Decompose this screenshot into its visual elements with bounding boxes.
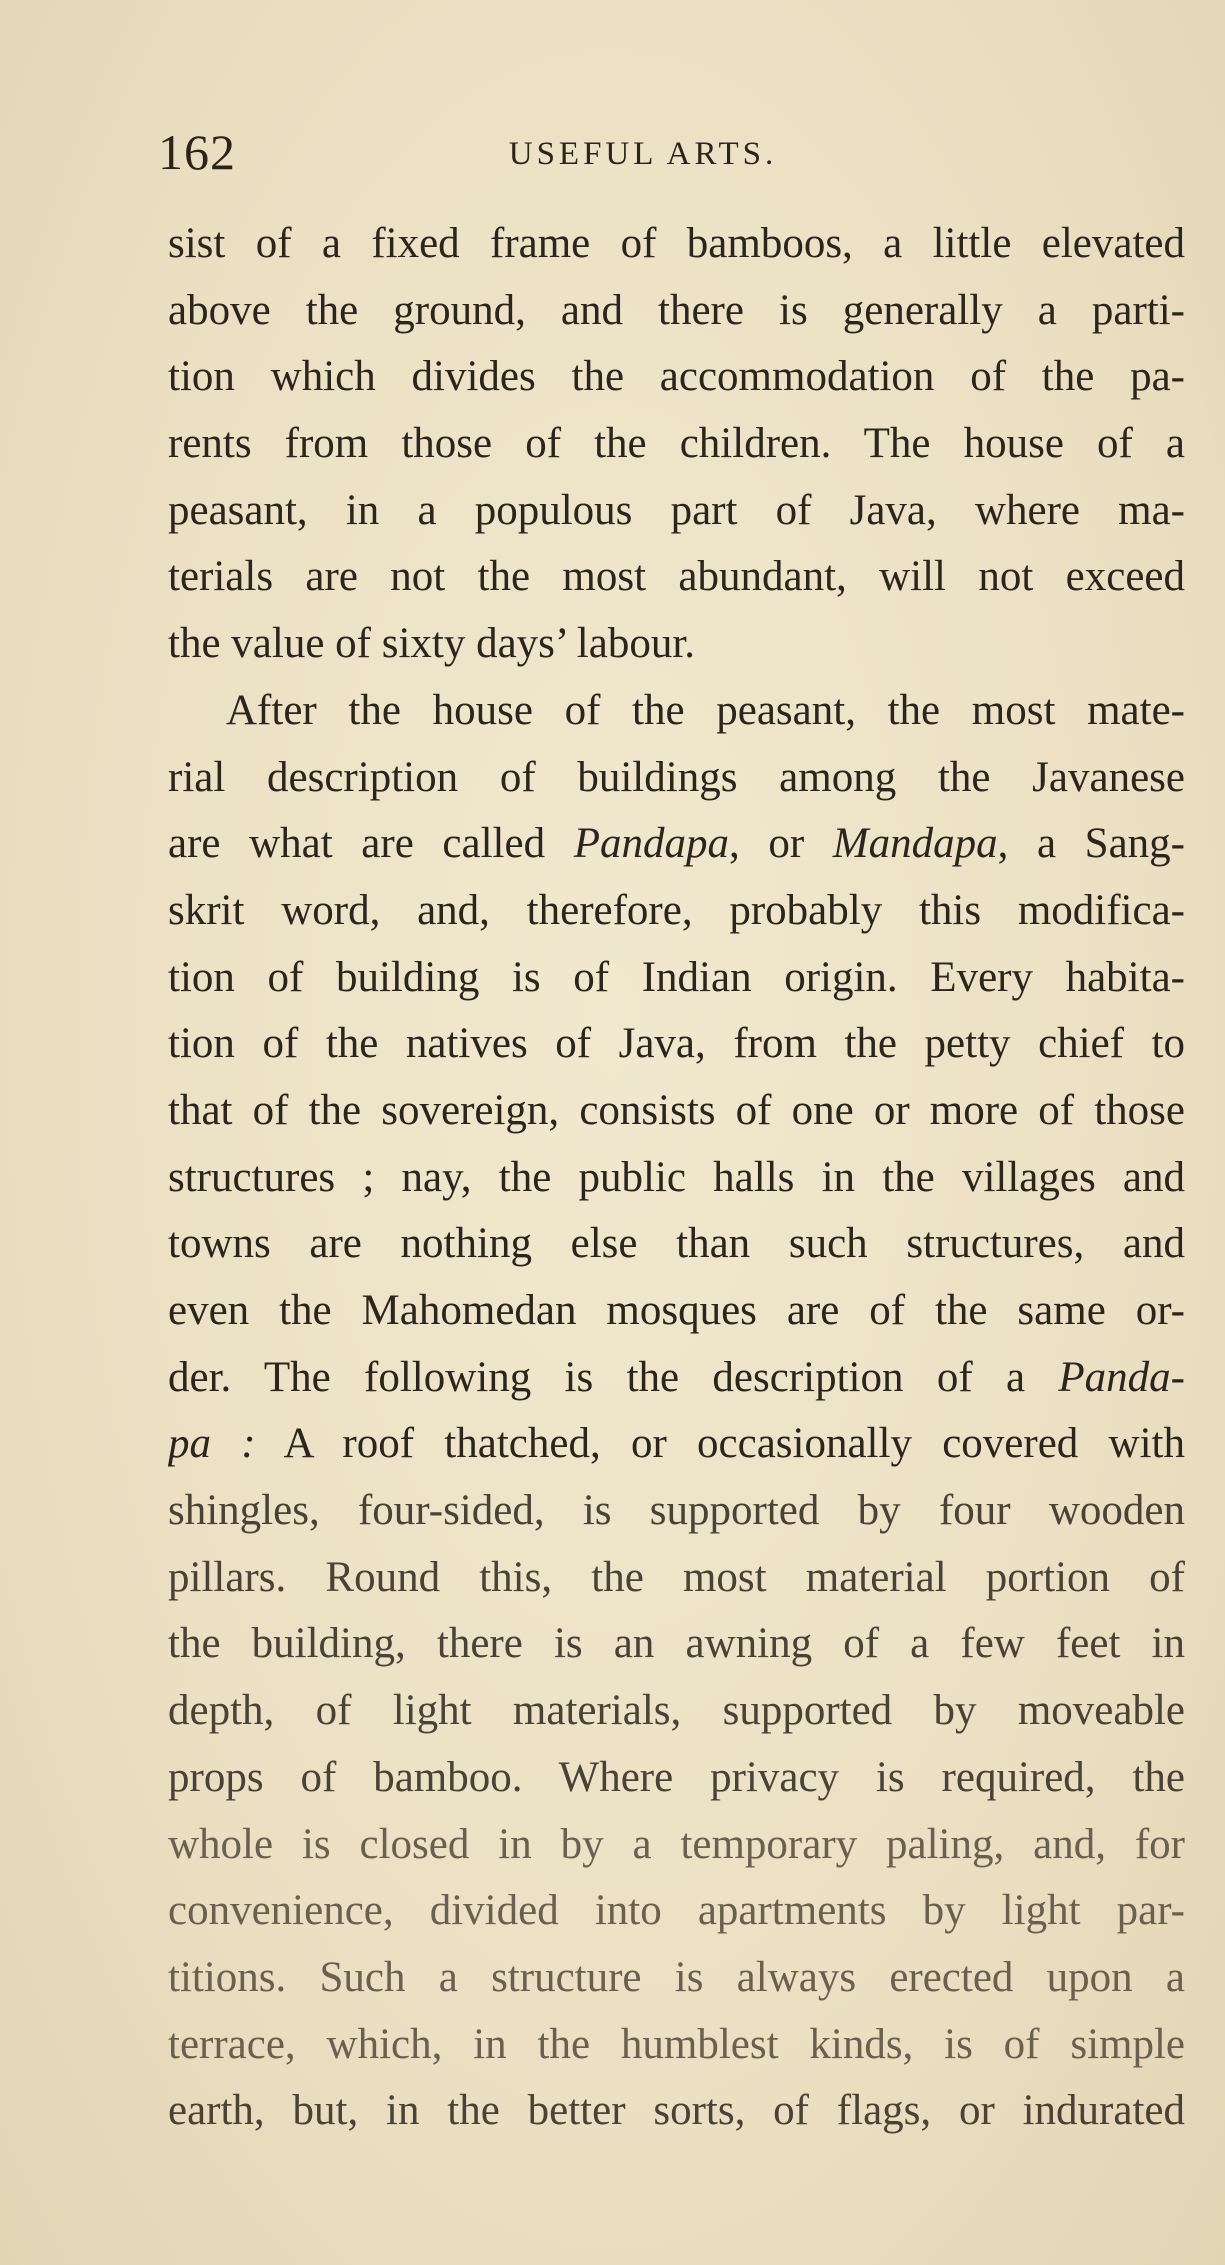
text-line: tion of the natives of Java, from the petty chief to: [168, 1020, 1185, 1068]
text-line: pa : A roof thatched, or occasionally covered with: [168, 1420, 1185, 1468]
text-line: even the Mahomedan mosques are of the same or-: [168, 1287, 1185, 1334]
body-text: [168, 211, 1185, 2145]
page-number: 162: [158, 124, 236, 180]
text-line: After the house of the peasant, the most mate-: [226, 686, 1185, 734]
text-line: tion which divides the accommodation of the pa-: [168, 353, 1185, 401]
italic-term: pa :: [168, 1420, 256, 1468]
text-line: terials are not the most abundant, will not exceed: [168, 553, 1185, 601]
text-line: convenience, divided into apartments by light par-: [168, 1887, 1185, 1935]
text-line: props of bamboo. Where privacy is required, the: [168, 1753, 1185, 1801]
text-line: structures ; nay, the public halls in the villages and: [168, 1153, 1185, 1201]
text-line: tion of building is of Indian origin. Every habita-: [168, 953, 1185, 1001]
text-line: rial description of buildings among the Javanese: [168, 753, 1185, 801]
text-line: titions. Such a structure is always erected upon a: [168, 1953, 1185, 2001]
italic-term: Pandapa: [573, 820, 729, 868]
text-line: whole is closed in by a temporary paling, and, for: [168, 1820, 1185, 1868]
text-line: pillars. Round this, the most material portion of: [168, 1553, 1185, 1601]
italic-term: Panda-: [1058, 1353, 1185, 1401]
text-line: above the ground, and there is generally a parti-: [168, 286, 1185, 334]
text-line: depth, of light materials, supported by moveable: [168, 1687, 1185, 1735]
text-line: the building, there is an awning of a few feet in: [168, 1620, 1185, 1668]
text-line: are what are called Pandapa, or Mandapa, a Sang-: [168, 820, 1185, 868]
text-line: peasant, in a populous part of Java, where ma-: [168, 486, 1185, 534]
text-line: shingles, four-sided, is supported by four wooden: [168, 1487, 1185, 1535]
text-line: der. The following is the description of a Panda-: [168, 1353, 1185, 1401]
running-title: USEFUL ARTS.: [508, 136, 778, 172]
text-line: sist of a fixed frame of bamboos, a little elevated: [168, 220, 1185, 267]
text-line: towns are nothing else than such structures, and: [168, 1220, 1185, 1268]
text-line: earth, but, in the better sorts, of flags, or indurated: [168, 2087, 1185, 2135]
text-line: the value of sixty days’ labour.: [168, 620, 696, 668]
text-line: skrit word, and, therefore, probably this modifica-: [168, 886, 1185, 934]
text-line: that of the sovereign, consists of one or more of those: [168, 1086, 1185, 1134]
text-line: terrace, which, in the humblest kinds, is of simple: [168, 2020, 1185, 2068]
text-line: rents from those of the children. The house of a: [168, 420, 1185, 468]
italic-term: Mandapa: [832, 820, 998, 868]
running-head: [158, 122, 1068, 182]
